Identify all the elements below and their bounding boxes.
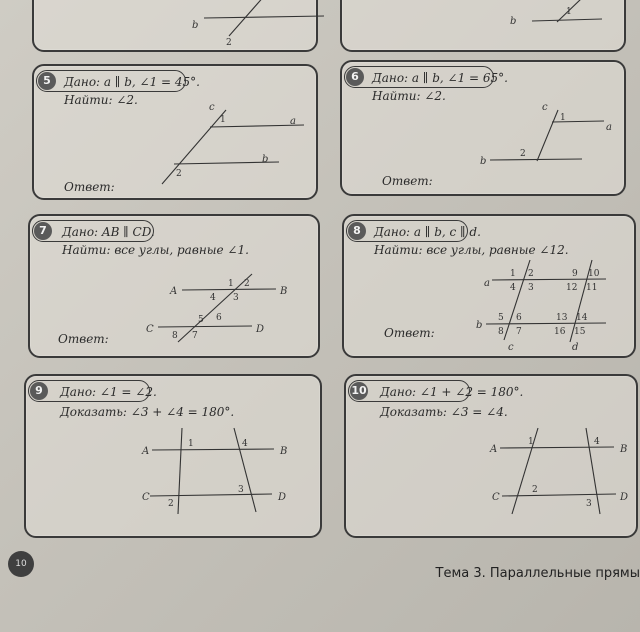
label-b: b xyxy=(192,20,199,31)
answer-label: Ответ: xyxy=(382,174,433,188)
problem-10-card xyxy=(344,374,638,538)
page-number-badge: 10 xyxy=(8,551,34,577)
given-text: Дано: a ∥ b, ∠1 = 45°. xyxy=(64,75,200,89)
top-left-figure xyxy=(34,0,316,50)
problem-number: 7 xyxy=(34,222,52,240)
angle-3-label: 3 xyxy=(233,293,239,303)
angle-2-label: 2 xyxy=(528,269,534,279)
given-text: Дано: AB ∥ CD. xyxy=(62,225,155,239)
label-a: a xyxy=(290,116,296,127)
label-b: b xyxy=(262,154,269,165)
angle-9-label: 9 xyxy=(572,269,578,279)
problem-9-card xyxy=(24,374,322,538)
label-A: A xyxy=(490,444,498,455)
label-d: d xyxy=(572,342,579,353)
label-A: A xyxy=(142,446,150,457)
prove-text: Доказать: ∠3 = ∠4. xyxy=(380,405,508,419)
angle-1-label: 1 xyxy=(220,115,226,125)
angle-1-label: 1 xyxy=(228,279,234,289)
problem-number: 10 xyxy=(350,382,368,400)
angle-15-label: 15 xyxy=(574,327,586,337)
angle-5-label: 5 xyxy=(498,313,504,323)
label-2: 2 xyxy=(226,38,232,48)
angle-2-label: 2 xyxy=(244,279,250,289)
label-b: b xyxy=(476,320,483,331)
label-C: C xyxy=(146,324,154,335)
label-c: c xyxy=(542,102,548,113)
find-text: Найти: ∠2. xyxy=(64,93,138,107)
angle-13-label: 13 xyxy=(556,313,568,323)
prove-text: Доказать: ∠3 + ∠4 = 180°. xyxy=(60,405,235,419)
label-C: C xyxy=(492,492,500,503)
problem-number: 6 xyxy=(346,68,364,86)
angle-12-label: 12 xyxy=(566,283,578,293)
answer-label: Ответ: xyxy=(58,332,109,346)
top-right-card xyxy=(340,0,626,52)
label-B: B xyxy=(620,444,628,455)
problem-8-card xyxy=(342,214,636,358)
problem-number: 8 xyxy=(348,222,366,240)
problem-5-figure xyxy=(34,66,316,198)
label-A: A xyxy=(170,286,178,297)
angle-2-label: 2 xyxy=(168,499,174,509)
angle-4-label: 4 xyxy=(242,439,248,449)
label-D: D xyxy=(620,492,629,503)
label-B: B xyxy=(280,446,288,457)
angle-2-label: 2 xyxy=(520,149,526,159)
label-c: c xyxy=(209,102,215,113)
find-text: Найти: все углы, равные ∠12. xyxy=(374,243,569,257)
angle-6-label-visible: 6 xyxy=(216,313,222,323)
top-right-figure xyxy=(342,0,624,50)
angle-11-label: 11 xyxy=(586,283,598,293)
angle-1-label: 1 xyxy=(560,113,566,123)
label-a: a xyxy=(484,278,490,289)
problem-5-card xyxy=(32,64,318,200)
problem-7-card xyxy=(28,214,320,358)
chapter-footer: Тема 3. Параллельные прямы xyxy=(435,566,640,581)
angle-7-label: 7 xyxy=(516,327,522,337)
problem-6-card xyxy=(340,60,626,196)
angle-5-label: 5 xyxy=(198,315,204,325)
angle-14-label: 14 xyxy=(576,313,588,323)
angle-4-label: 4 xyxy=(510,283,516,293)
given-text: Дано: ∠1 + ∠2 = 180°. xyxy=(380,385,524,399)
angle-8-label: 8 xyxy=(498,327,504,337)
answer-label: Ответ: xyxy=(64,180,115,194)
label-c: c xyxy=(508,342,514,353)
angle-8-label: 8 xyxy=(172,331,178,341)
label-b: b xyxy=(480,156,487,167)
label-D: D xyxy=(278,492,287,503)
angle-1-label: 1 xyxy=(188,439,194,449)
angle-6-label: 6 xyxy=(516,313,522,323)
angle-3-label: 3 xyxy=(238,485,244,495)
given-text: Дано: a ∥ b, c ∥ d. xyxy=(374,225,481,239)
angle-3-label: 3 xyxy=(586,499,592,509)
angle-4-label: 4 xyxy=(594,437,600,447)
label-B: B xyxy=(280,286,288,297)
label-D: D xyxy=(256,324,265,335)
problem-number: 9 xyxy=(30,382,48,400)
problem-number: 5 xyxy=(38,72,56,90)
angle-2-label: 2 xyxy=(532,485,538,495)
find-text: Найти: все углы, равные ∠1. xyxy=(62,243,249,257)
problem-10-figure xyxy=(346,376,636,536)
label-a: a xyxy=(606,122,612,133)
label-b: b xyxy=(510,16,517,27)
angle-16-label: 16 xyxy=(554,327,566,337)
angle-1-label: 1 xyxy=(510,269,516,279)
top-left-card xyxy=(32,0,318,52)
angle-4-label: 4 xyxy=(210,293,216,303)
find-text: Найти: ∠2. xyxy=(372,89,446,103)
given-text: Дано: ∠1 = ∠2. xyxy=(60,385,157,399)
label-C: C xyxy=(142,492,150,503)
angle-10-label: 10 xyxy=(588,269,600,279)
label-1: 1 xyxy=(566,7,572,17)
angle-7-label: 7 xyxy=(192,331,198,341)
given-text: Дано: a ∥ b, ∠1 = 65°. xyxy=(372,71,508,85)
problem-9-figure xyxy=(26,376,320,536)
angle-3-label: 3 xyxy=(528,283,534,293)
answer-label: Ответ: xyxy=(384,326,435,340)
angle-2-label: 2 xyxy=(176,169,182,179)
angle-1-label: 1 xyxy=(528,437,534,447)
